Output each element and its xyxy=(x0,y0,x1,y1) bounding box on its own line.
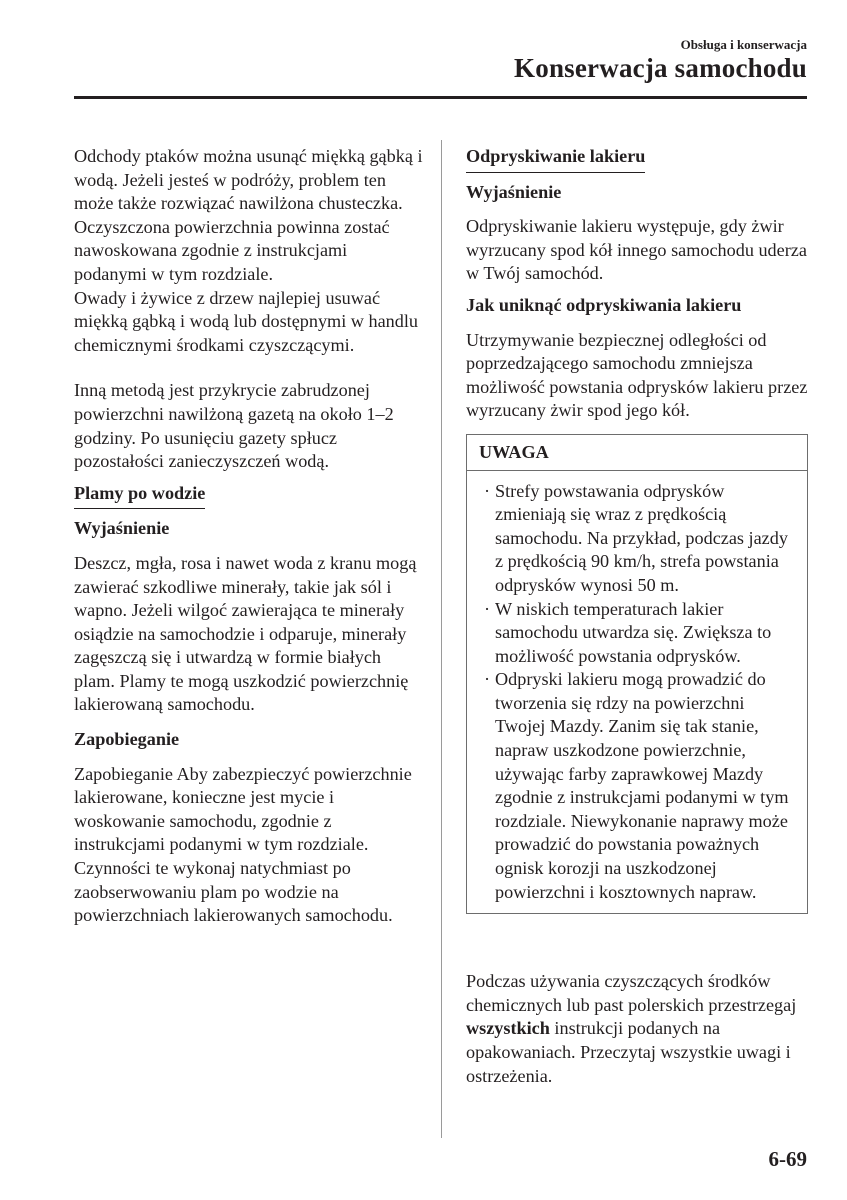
right-column xyxy=(466,145,810,1088)
header-divider xyxy=(74,96,807,99)
note-item xyxy=(479,668,795,904)
page-number: 6-69 xyxy=(768,1147,807,1171)
bullet-marker: · xyxy=(483,480,491,501)
note-item-text: Strefy powstawania odprysków zmieniają się wraz z prędkością samochodu. Na przykład, podczas jazdy z prędkością 90 km/h, strefa powstania odprysków wynosi 50 m. xyxy=(495,480,788,595)
bullet-marker: · xyxy=(483,598,491,619)
note-item-text: Odpryski lakieru mogą prowadzić do tworzenia się rdzy na powierzchni Twojej Mazdy. Zanim się tak stanie, napraw uszkodzone powierzchnie, używając farby zaprawkowej Mazdy zgodnie z instrukcjami podanymi w tym rozdziale. Niewykonanie naprawy może prowadzić do powstania poważnych ognisk korozji na uszkodzonej powierzchni i kosztownych napraw. xyxy=(495,669,789,902)
water-spots-explanation-heading: Wyjaśnienie xyxy=(74,518,170,539)
chipping-avoid-heading: Jak uniknąć odpryskiwania lakieru xyxy=(466,294,742,315)
bird-droppings-paragraph: Odchody ptaków można usunąć miękką gąbką i wodą. Jeżeli jesteś w podróży, problem ten może także rozwiązać nawilżona chusteczka. Oczyszczona powierzchnia powinna zostać nawoskowana zgodnie z instrukcjami podanymi w tym rozdziale. xyxy=(74,146,423,284)
closing-text-bold: wszystkich xyxy=(466,1018,550,1039)
water-spots-prevention-heading: Zapobieganie xyxy=(74,729,180,750)
closing-text-before: Podczas używania czyszczących środków chemicznych lub past polerskich przestrzegaj xyxy=(466,971,797,1015)
bullet-marker: · xyxy=(483,669,491,690)
column-divider xyxy=(441,140,442,1138)
closing-text-after: instrukcji podanych na opakowaniach. Przeczytaj wszystkie uwagi i ostrzeżenia. xyxy=(466,1018,791,1086)
newspaper-method-paragraph: Inną metodą jest przykrycie zabrudzonej powierzchni nawilżoną gazetą na około 1–2 godziny. Po usunięciu gazety spłucz pozostałości zanieczyszczeń wodą. xyxy=(74,380,394,472)
chipping-heading: Odpryskiwanie lakieru xyxy=(466,145,645,173)
note-item xyxy=(479,480,795,598)
section-label: Obsługa i konserwacja xyxy=(680,37,807,52)
water-spots-prevention-text: Zapobieganie Aby zabezpieczyć powierzchnie lakierowane, konieczne jest mycie i woskowanie samochodu, zgodnie z instrukcjami podanymi w tym rozdziale. Czynności te wykonaj natychmiast po zaobserwowaniu plam po wodzie na powierzchniach lakierowanych samochodu. xyxy=(74,763,412,926)
note-title: UWAGA xyxy=(467,435,807,471)
note-item xyxy=(479,598,795,669)
page-title: Konserwacja samochodu xyxy=(514,53,807,83)
left-column xyxy=(74,145,424,928)
note-item-text: W niskich temperaturach lakier samochodu utwardza się. Zwiększa to możliwość powstania odprysków. xyxy=(495,598,772,666)
chipping-explanation-heading: Wyjaśnienie xyxy=(466,181,562,202)
chipping-explanation-text: Odpryskiwanie lakieru występuje, gdy żwir wyrzucany spod kół innego samochodu uderza w Twój samochód. xyxy=(466,216,807,284)
chipping-avoid-text: Utrzymywanie bezpiecznej odległości od poprzedzającego samochodu zmniejsza możliwość powstania odprysków lakieru przez wyrzucany żwir spod jego kół. xyxy=(466,329,808,421)
closing-paragraph xyxy=(466,970,810,1088)
note-box xyxy=(466,434,808,914)
insects-paragraph: Owady i żywice z drzew najlepiej usuwać miękką gąbką i wodą lub dostępnymi w handlu chemicznymi środkami czyszczącymi. xyxy=(74,287,418,355)
water-spots-explanation-text: Deszcz, mgła, rosa i nawet woda z kranu mogą zawierać szkodliwe minerały, takie jak sól i wapno. Jeżeli wilgoć zawierająca te minerały osiądzie na samochodzie i odparuje, minerały zagęszczą się i utwardzą w formie białych plam. Plamy te mogą uszkodzić powierzchnię lakierowaną samochodu. xyxy=(74,552,417,715)
note-body xyxy=(467,471,807,914)
water-spots-heading: Plamy po wodzie xyxy=(74,482,205,510)
